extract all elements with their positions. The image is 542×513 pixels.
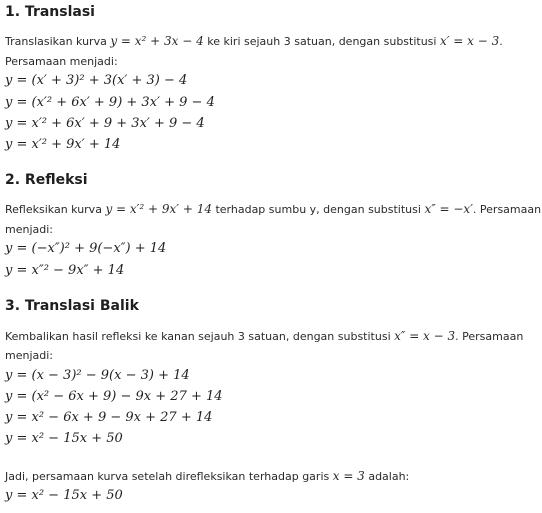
section-3-equation-4: y = x² − 15x + 50 <box>5 431 123 446</box>
section-3-equation-2: y = (x² − 6x + 9) − 9x + 27 + 14 <box>5 389 223 404</box>
section-1-equation-4: y = x′² + 9x′ + 14 <box>5 137 121 152</box>
section-2-intro-text-1: Refleksikan kurva <box>5 203 106 216</box>
section-2-intro-math-1: y = x′² + 9x′ + 14 <box>105 202 212 216</box>
section-3-intro-text-1: Kembalikan hasil refleksi ke kanan sejauh 3 satuan, dengan substitusi <box>5 330 395 343</box>
section-2-intro-text-3: . Persamaan <box>472 203 542 216</box>
section-1-intro-line2: Persamaan menjadi: <box>5 55 118 68</box>
section-1-intro <box>5 34 503 48</box>
section-2-intro <box>5 202 541 216</box>
section-1-intro-math-1: y = x² + 3x − 4 <box>110 34 204 48</box>
section-1-heading: 1. Translasi <box>5 4 95 20</box>
section-3-equation-3: y = x² − 6x + 9 − 9x + 27 + 14 <box>5 410 213 425</box>
section-3-intro-line2: menjadi: <box>5 349 53 362</box>
section-1-intro-text-2: ke kiri sejauh 3 satuan, dengan substitusi <box>203 35 440 48</box>
section-3-intro <box>5 329 523 343</box>
section-1-intro-math-2: x′ = x − 3 <box>439 34 500 48</box>
section-1-intro-text-3: . <box>499 35 503 48</box>
conclusion-text <box>5 469 409 483</box>
conclusion-equation: y = x² − 15x + 50 <box>5 488 123 503</box>
section-3-equation-1: y = (x − 3)² − 9(x − 3) + 14 <box>5 368 190 383</box>
conclusion-math-1: x = 3 <box>332 469 365 483</box>
section-2-intro-math-2: x″ = −x′ <box>424 202 473 216</box>
section-2-intro-line2: menjadi: <box>5 223 53 236</box>
section-2-heading: 2. Refleksi <box>5 172 88 188</box>
conclusion-text-1: Jadi, persamaan kurva setelah direfleksikan terhadap garis <box>5 470 333 483</box>
section-2-equation-2: y = x″² − 9x″ + 14 <box>5 263 125 278</box>
section-1-equation-2: y = (x′² + 6x′ + 9) + 3x′ + 9 − 4 <box>5 95 215 110</box>
section-2-equation-1: y = (−x″)² + 9(−x″) + 14 <box>5 241 167 256</box>
section-1-intro-text-1: Translasikan kurva <box>5 35 111 48</box>
section-1-equation-3: y = x′² + 6x′ + 9 + 3x′ + 9 − 4 <box>5 116 205 131</box>
section-3-intro-math-1: x″ = x − 3 <box>394 329 456 343</box>
section-3-heading: 3. Translasi Balik <box>5 298 139 314</box>
conclusion-text-2: adalah: <box>364 470 410 483</box>
section-2-intro-text-2: terhadap sumbu y, dengan substitusi <box>211 203 425 216</box>
section-3-intro-text-2: . Persamaan <box>455 330 524 343</box>
section-1-equation-1: y = (x′ + 3)² + 3(x′ + 3) − 4 <box>5 73 188 88</box>
